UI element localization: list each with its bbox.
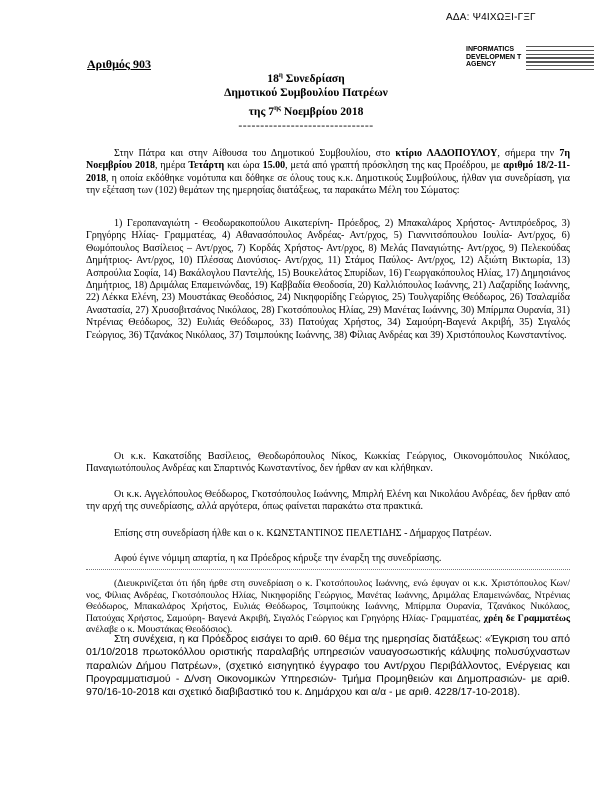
clarification-note: (Διευκρινίζεται ότι ήδη ήρθε στη συνεδρίαση ο κ. Γκοτσόπουλος Ιωάννης, ενώ έφυγαν οι κ.κ. Χριστόπουλος Κων/νος, Φίλιας Ανδρέας, Γκοτσόπουλος Ηλίας, Νικηφορίδης Γεώργιος, Μανέτας Ιωάννης, Δριμάλας Επαμεινώνδας, Ντρένιας Θεόδωρος, Μπακαλάρος Χρήστος, Ευλιάς Θεόδωρος, Τσιμπούκης Ιωάννης, Μπίρμπα Ουρανία, Τζανάκος Νικόλαος, Πατούχας Χρήστος, Σαμούρη- Βαγενά Ακριβή, Σιγαλός Γεώργιος και Γρηγόρης Ηλίας- Γραμματέας, χρέη δε Γραμματέως ανέλαβε ο κ. Μουστάκας Θεοδόσιος). [86, 578, 570, 636]
agenda-item-paragraph: Στη συνέχεια, η κα Πρόεδρος εισάγει το αριθ. 60 θέμα της ημερησίας διατάξεως: «Έγκριση του από 01/10/2018 πρωτοκόλλου οριστικής παραλαβής υπηρεσιών ναυαγοσωστικής κάλυψης πολυσύχναστων παραλιών Δήμου Πατρέων», (σχετικό εισηγητικό έγγραφο του Αντ/ρχου Περιβάλλοντος, Ενέργειας και Προγραμματισμού - Δ/νση Οικονομικών Υπηρεσιών- Τμήμα Προμηθειών και Δημοπρασιών- με αριθ. 970/16-10-2018 και σχετικό διαβιβαστικό του κ. Δημάρχου και α/α - με αριθ. 4228/17-10-2018). [86, 634, 570, 699]
title-line-3: της $7^{\eta\varsigma}$ Νοεμβρίου 2018 [248, 103, 364, 118]
title-line-2: Δημοτικού Συμβουλίου Πατρέων [224, 86, 388, 100]
members-list: 1) Γεροπαναγιώτη - Θεοδωρακοπούλου Αικατερίνη- Πρόεδρος, 2) Μπακαλάρος Χρήστος- Αντιπρόεδρος, 3) Γρηγόρης Ηλίας- Γραμματέας, 4) Αθανασόπουλος Ανδρέας- Αντ/ρχος, 5) Γιαννιτσόπουλου Ιουλία- Αντ/ρχος, 6) Θωμόπουλος Βασίλειος – Αντ/ρχος, 7) Κορδάς Χρήστος- Αντ/ρχος, 8) Μελάς Παναγιώτης- Αντ/ρχος, 9) Πελεκούδας Δημήτριος- Αντ/ρχος, 10) Πλέσσας Διονύσιος- Αντ/ρχος, 11) Στάμος Παύλος- Αντ/ρχος, 12) Αξιώτη Βικτωρία, 13) Ασπρούλια Σοφία, 14) Βακάλογλου Παντελής, 15) Βουκελάτος Σπυρίδων, 16) Γεωργακόπουλος Ηλίας, 17) Δημησιάνος Δημήτριος, 18) Δριμάλας Επαμεινώνδας, 19) Καββαδία Θεοδοσία, 20) Καλλιόπουλος Ιωάννης, 21) Λαζαρίδης Ιωάννης, 22) Λέκκα Ελένη, 23) Μουστάκας Θεοδόσιος, 24) Νικηφορίδης Γεώργιος, 25) Τουλγαρίδης Θεόδωρος, 26) Τσαλαμίδα Αναστασία, 27) Χρυσοβιτσάνος Νικόλαος, 28) Γκοτσόπουλος Ηλίας, 29) Μανέτας Ιωάννης, 30) Μπίρμπα Ουρανία, 31) Ντρένιας Θεόδωρος, 32) Ευλιάς Θεόδωρος, 33) Πατούχας Χρήστος, 34) Σαμούρη-Βαγενά Ακριβή, 35) Σιγαλός Γεώργιος, 36) Τζανάκος Νικόλαος, 37) Τσιμπούκης Ιωάννης, 38) Φίλιας Ανδρέας και 39) Χριστόπουλος Κωνσταντίνος. [86, 218, 570, 341]
absent-paragraph: Οι κ.κ. Κακατσίδης Βασίλειος, Θεοδωρόπουλος Νίκος, Κωκκίας Γεώργιος, Οικονομόπουλος Νικόλαος, Παναγιωτόπουλος Ανδρέας και Σπαρτινός Κωνσταντίνος, δεν ήρθαν αν και κλήθηκαν. [86, 451, 570, 475]
intro-paragraph: Στην Πάτρα και στην Αίθουσα του Δημοτικού Συμβουλίου, στο κτίριο ΛΑΔΟΠΟΥΛΟΥ, σήμερα την 7η Νοεμβρίου 2018, ημέρα Τετάρτη και ώρα 15.00, μετά από γραπτή πρόσκληση της κας Προέδρου, με αριθμό 18/2-11-2018, η οποία εκδόθηκε νομότυπα και δόθηκε σε όλους τους κ.κ. Δημοτικούς Συμβούλους, ήλθαν για συνεδρίαση, για την εξέταση των (102) θεμάτων της ημερησίας διατάξεως, τα παρακάτω Μέλη του Σώματος: [86, 148, 570, 197]
title-line-1: $18^\eta$ Συνεδρίαση [267, 71, 345, 85]
ada-code: ΑΔΑ: Ψ4ΙΧΩΞΙ-ΓΞΓ [446, 12, 536, 23]
decision-number: Αριθμός 903 [87, 57, 151, 71]
mayor-paragraph: Επίσης στη συνεδρίαση ήλθε και ο κ. ΚΩΝΣΤΑΝΤΙΝΟΣ ΠΕΛΕΤΙΔΗΣ - Δήμαρχος Πατρέων. [114, 528, 492, 539]
late-arrivals-paragraph: Οι κ.κ. Αγγελόπουλος Θεόδωρος, Γκοτσόπουλος Ιωάννης, Μπιρλή Ελένη και Νικολάου Ανδρέας, δεν ήρθαν από την αρχή της συνεδρίασης, αλλά αργότερα, όπως φαίνεται παρακάτω στα πρακτικά. [86, 489, 570, 513]
quorum-paragraph: Αφού έγινε νόμιμη απαρτία, η κα Πρόεδρος κήρυξε την έναρξη της συνεδρίασης. [114, 553, 442, 564]
title-divider: ------------------------------- [238, 119, 374, 133]
session-title [0, 68, 612, 134]
section-separator [86, 569, 570, 571]
logo-text: INFORMATICS DEVELOPMEN T AGENCY [466, 46, 522, 68]
